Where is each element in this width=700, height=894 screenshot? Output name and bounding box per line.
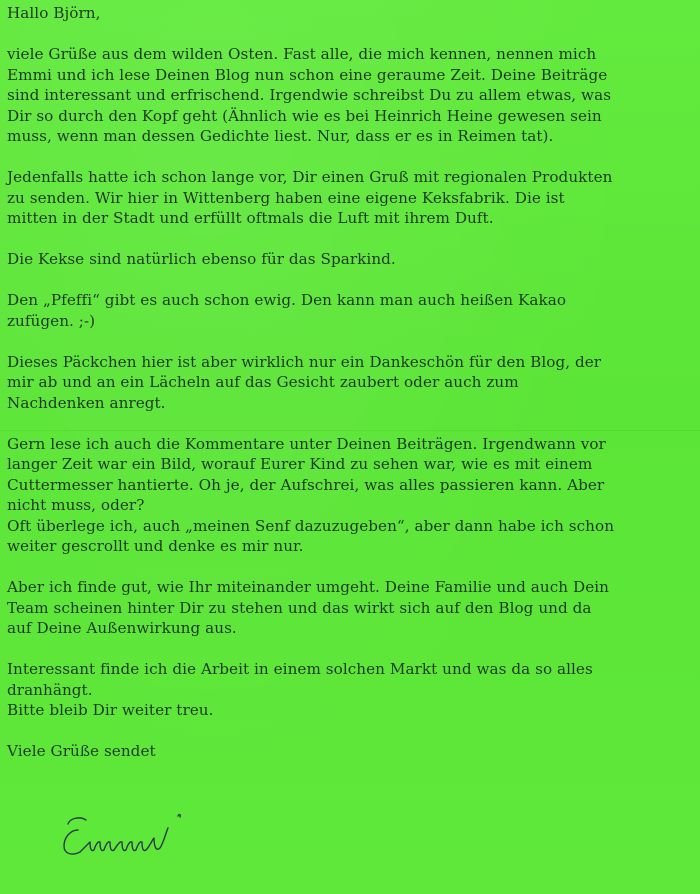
text-line: Gern lese ich auch die Kommentare unter Deinen Beiträgen. Irgendwann vor [7, 434, 606, 453]
closing: Viele Grüße sendet [7, 742, 156, 760]
text-line: dranhängt. [7, 680, 93, 699]
text-line: Dir so durch den Kopf geht (Ähnlich wie es bei Heinrich Heine gewesen sein [7, 106, 602, 125]
text-line: Dieses Päckchen hier ist aber wirklich nur ein Dankeschön für den Blog, der [7, 352, 602, 371]
text-line: Aber ich finde gut, wie Ihr miteinander umgeht. Deine Familie und auch Dein [7, 578, 609, 596]
text-line: Emmi und ich lese Deinen Blog nun schon eine geraume Zeit. Deine Beiträge [7, 65, 608, 84]
text-line: Bitte bleib Dir weiter treu. [7, 701, 214, 719]
paragraph-cookies [7, 249, 693, 270]
paragraph-team [7, 577, 693, 639]
salutation: Hallo Björn, [7, 4, 101, 22]
text-line: viele Grüße aus dem wilden Osten. Fast alle, die mich kennen, nennen mich [7, 45, 597, 63]
paragraph-pfeffi [7, 290, 693, 331]
paragraph-greeting [7, 44, 693, 147]
text-line: Team scheinen hinter Dir zu stehen und das wirkt sich auf den Blog und da [7, 598, 592, 617]
text-line: Den „Pfeffi“ gibt es auch schon ewig. Den kann man auch heißen Kakao [7, 291, 567, 309]
text-line: muss, wenn man dessen Gedichte liest. Nur, dass er es in Reimen tat). [7, 127, 554, 145]
text-line: mitten in der Stadt und erfüllt oftmals die Luft mit ihrem Duft. [7, 209, 494, 227]
text-line: nicht muss, oder? [7, 496, 145, 514]
paragraph-comments [7, 434, 693, 557]
text-line: zufügen. ;-) [7, 311, 96, 330]
paragraph-thanks [7, 352, 693, 414]
handwritten-signature [58, 808, 188, 864]
text-line: Nachdenken anregt. [7, 393, 166, 412]
text-line: auf Deine Außenwirkung aus. [7, 619, 237, 637]
text-line: Cuttermesser hantierte. Oh je, der Aufschrei, was alles passieren kann. Aber [7, 475, 605, 494]
paragraph-market [7, 659, 693, 721]
paragraph-regional-products [7, 167, 693, 229]
letter-text [7, 3, 693, 762]
text-line: mir ab und an ein Lächeln auf das Gesicht zaubert oder auch zum [7, 373, 519, 391]
text-line: sind interessant und erfrischend. Irgendwie schreibst Du zu allem etwas, was [7, 86, 612, 104]
text-line: Oft überlege ich, auch „meinen Senf dazuzugeben“, aber dann habe ich schon [7, 516, 615, 535]
text-line: langer Zeit war ein Bild, worauf Eurer Kind zu sehen war, wie es mit einem [7, 455, 593, 473]
text-line: weiter gescrollt und denke es mir nur. [7, 537, 304, 555]
text-line: Die Kekse sind natürlich ebenso für das Sparkind. [7, 250, 396, 268]
text-line: Jedenfalls hatte ich schon lange vor, Dir einen Gruß mit regionalen Produkten [7, 168, 613, 186]
text-line: Interessant finde ich die Arbeit in einem solchen Markt und was da so alles [7, 660, 593, 678]
text-line: zu senden. Wir hier in Wittenberg haben eine eigene Keksfabrik. Die ist [7, 188, 565, 207]
